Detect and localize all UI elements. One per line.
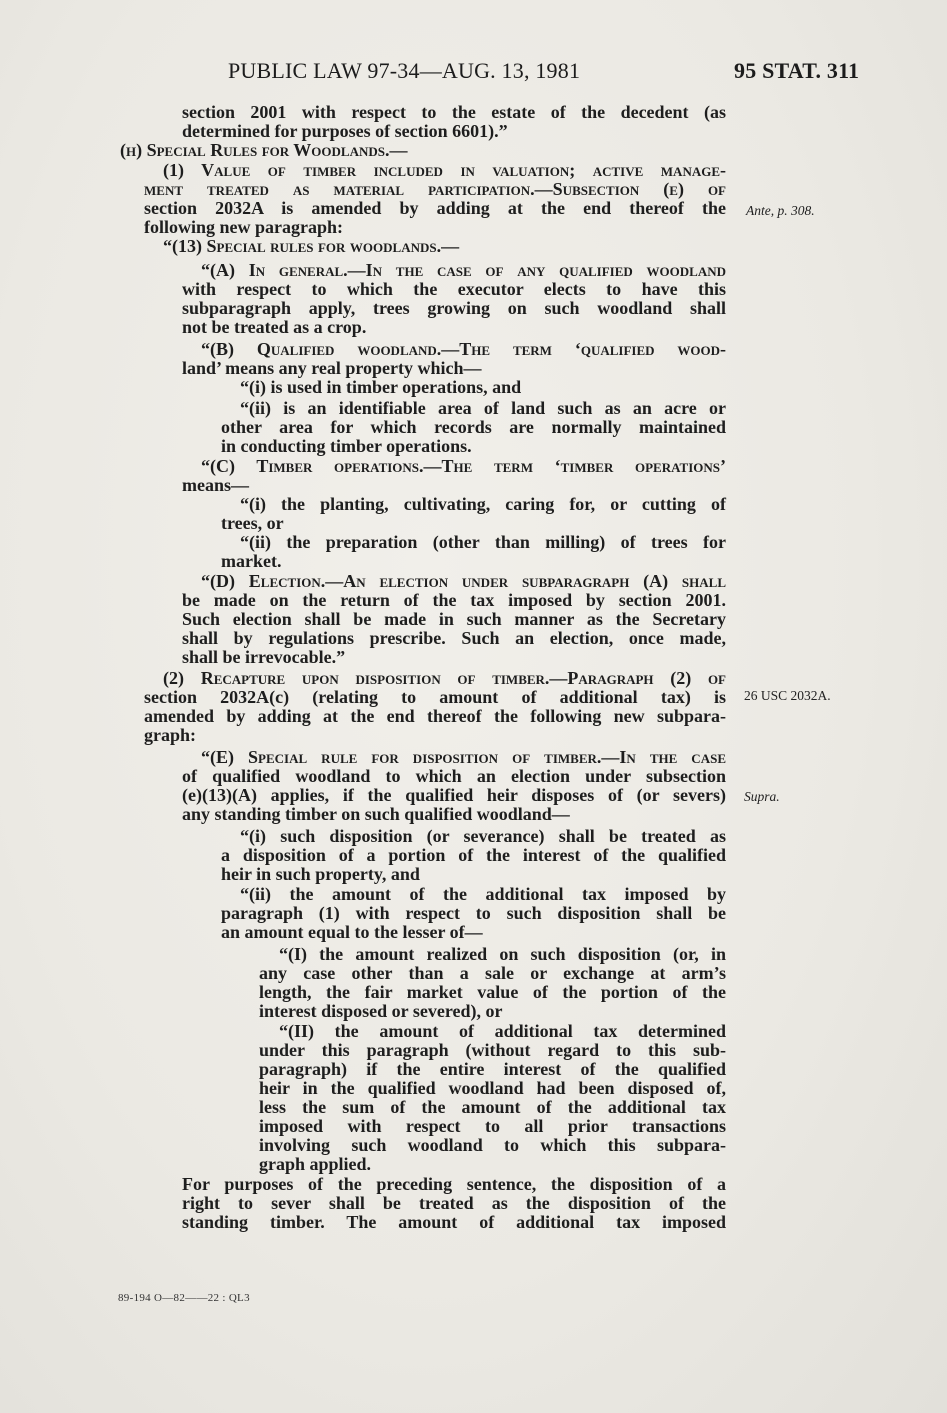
text-line: “(I) the amount realized on such disposition (or, in <box>279 944 726 964</box>
text-line: “(ii) is an identifiable area of land such as an acre or <box>240 398 726 418</box>
printer-code: 89-194 O—82——22 : QL3 <box>118 1292 250 1304</box>
subsection-heading: (2) Recapture upon disposition of timber.—Paragraph (2) of <box>163 668 726 688</box>
text-line: means— <box>182 475 249 495</box>
text-line: length, the fair market value of the portion of the <box>259 982 726 1002</box>
text-line: determined for purposes of section 6601).” <box>182 121 508 141</box>
text-line: trees, or <box>221 513 284 533</box>
text-line: section 2032A(c) (relating to amount of additional tax) is <box>144 687 726 707</box>
text-line: graph: <box>144 725 197 745</box>
text-line: “(II) the amount of additional tax determined <box>279 1021 726 1041</box>
text-line: be made on the return of the tax imposed by section 2001. <box>182 590 726 610</box>
text-line: paragraph (1) with respect to such disposition shall be <box>221 903 726 923</box>
paragraph-heading: “(13) Special rules for woodlands.— <box>163 236 460 256</box>
text-line: heir in the qualified woodland had been disposed of, <box>259 1078 726 1098</box>
text-line: “(E) Special rule for disposition of timber.—In the case <box>201 747 726 767</box>
text-line: in conducting timber operations. <box>221 436 472 456</box>
text-line: “(ii) the preparation (other than milling) of trees for <box>240 532 726 552</box>
text-line: right to sever shall be treated as the disposition of the <box>182 1193 726 1213</box>
text-line: amended by adding at the end thereof the following new subpara- <box>144 706 726 726</box>
text-line: shall be irrevocable.” <box>182 647 346 667</box>
text-line: imposed with respect to all prior transactions <box>259 1116 726 1136</box>
text-line: involving such woodland to which this subpara- <box>259 1135 726 1155</box>
text-line: other area for which records are normally maintained <box>221 417 726 437</box>
text-line: not be treated as a crop. <box>182 317 367 337</box>
text-line: subparagraph apply, trees growing on such woodland shall <box>182 298 726 318</box>
text-line: For purposes of the preceding sentence, the disposition of a <box>182 1174 726 1194</box>
text-line: under this paragraph (without regard to this sub- <box>259 1040 726 1060</box>
text-line: an amount equal to the lesser of— <box>221 922 483 942</box>
text-line: following new paragraph: <box>144 217 344 237</box>
text-line: market. <box>221 551 282 571</box>
running-header-title: PUBLIC LAW 97-34—AUG. 13, 1981 <box>228 58 581 83</box>
text-line: “(B) Qualified woodland.—The term ‘qualified wood- <box>201 339 726 359</box>
margin-note-ante: Ante, p. 308. <box>746 203 815 218</box>
running-header-page-number: 95 STAT. 311 <box>734 58 860 83</box>
text-line: ment treated as material participation.—Subsection (e) of <box>144 179 726 199</box>
text-line: of qualified woodland to which an election under subsection <box>182 766 726 786</box>
text-line: (e)(13)(A) applies, if the qualified heir disposes of (or severs) <box>182 785 726 805</box>
text-line: “(i) the planting, cultivating, caring for, or cutting of <box>240 494 726 514</box>
text-line: “(ii) the amount of the additional tax imposed by <box>240 884 726 904</box>
text-line: section 2001 with respect to the estate of the decedent (as <box>182 102 726 122</box>
text-line: “(C) Timber operations.—The term ‘timber operations’ <box>201 456 726 476</box>
text-line: land’ means any real property which— <box>182 358 482 378</box>
text-line: heir in such property, and <box>221 864 420 884</box>
text-line: standing timber. The amount of additional tax imposed <box>182 1212 726 1232</box>
text-line: a disposition of a portion of the interest of the qualified <box>221 845 726 865</box>
text-line: any case other than a sale or exchange at arm’s <box>259 963 726 983</box>
text-line: any standing timber on such qualified woodland— <box>182 804 570 824</box>
text-line: less the sum of the amount of the additional tax <box>259 1097 726 1117</box>
text-line: “(i) such disposition (or severance) shall be treated as <box>240 826 726 846</box>
subsection-heading: (1) Value of timber included in valuation; active manage- <box>163 160 726 180</box>
text-line: “(i) is used in timber operations, and <box>240 377 522 397</box>
section-heading: (h) Special Rules for Woodlands.— <box>120 140 408 160</box>
text-line: with respect to which the executor elects to have this <box>182 279 726 299</box>
text-line: paragraph) if the entire interest of the qualified <box>259 1059 726 1079</box>
text-line: interest disposed or severed), or <box>259 1001 503 1021</box>
margin-note-supra: Supra. <box>744 789 780 804</box>
text-line: shall by regulations prescribe. Such an election, once made, <box>182 628 726 648</box>
text-line: Such election shall be made in such manner as the Secretary <box>182 609 726 629</box>
text-line: “(D) Election.—An election under subparagraph (A) shall <box>201 571 726 591</box>
text-line: “(A) In general.—In the case of any qualified woodland <box>201 260 726 280</box>
text-line: graph applied. <box>259 1154 372 1174</box>
margin-note-usc: 26 USC 2032A. <box>744 688 831 703</box>
text-line: section 2032A is amended by adding at the end thereof the <box>144 198 726 218</box>
